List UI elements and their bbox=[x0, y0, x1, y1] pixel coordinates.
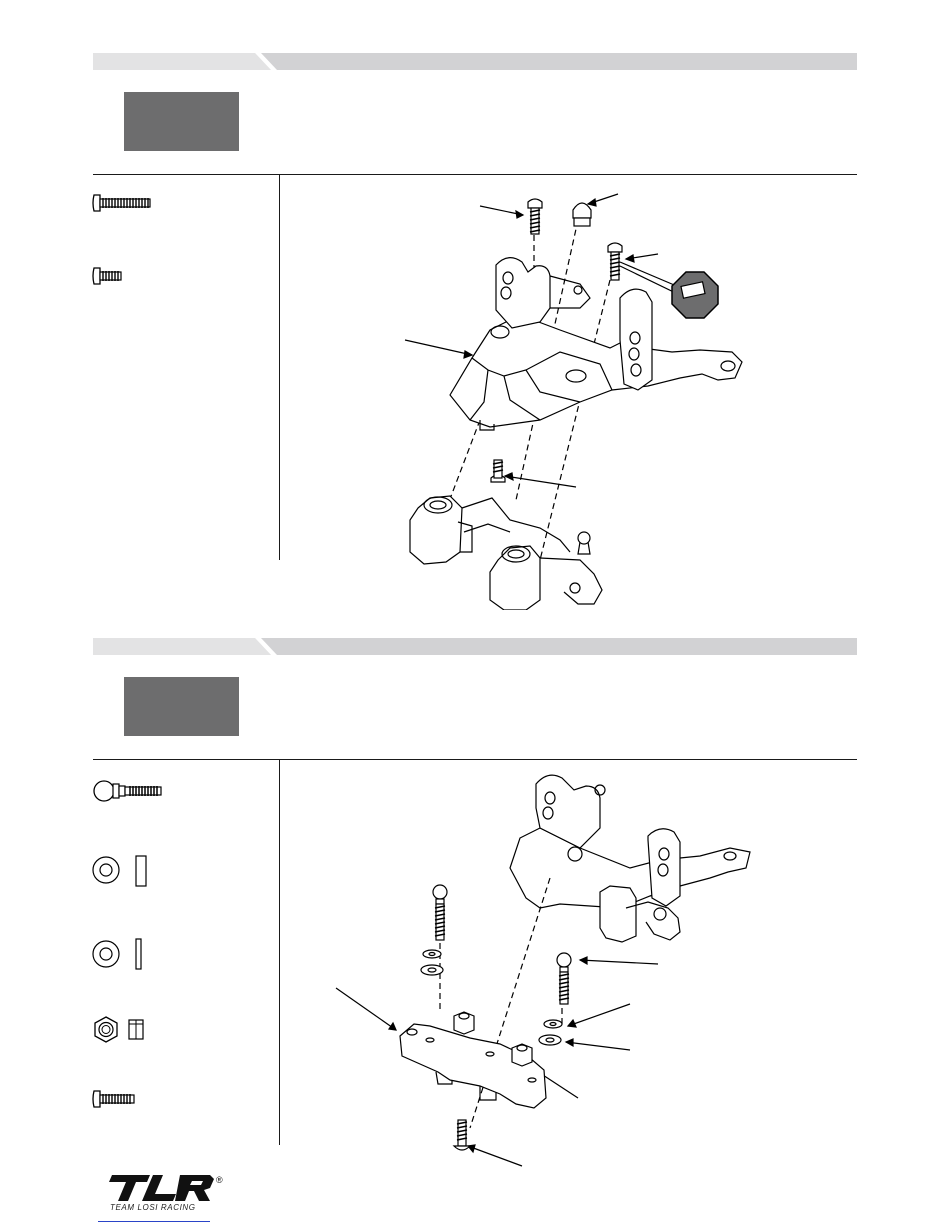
section-header-bar bbox=[93, 53, 857, 70]
hardware-column-divider bbox=[279, 175, 280, 560]
step-number-box bbox=[124, 92, 239, 151]
link-underline bbox=[98, 1221, 210, 1222]
long-button-head-screw-icon bbox=[92, 192, 154, 219]
ball-stud-icon bbox=[92, 778, 164, 809]
shock-tower-bottom-assembly-diagram bbox=[330, 768, 770, 1183]
section-header-bar bbox=[93, 638, 857, 655]
logo-subtitle: TEAM LOSI RACING bbox=[110, 1203, 196, 1212]
registered-mark: ® bbox=[216, 1175, 223, 1185]
thick-washer-icon bbox=[92, 852, 152, 893]
lock-nut-icon bbox=[92, 1015, 152, 1050]
thin-washer-icon bbox=[92, 936, 152, 977]
section-divider bbox=[93, 174, 857, 175]
shock-tower-assembly-diagram bbox=[380, 180, 760, 615]
section-divider bbox=[93, 759, 857, 760]
button-head-screw-icon bbox=[92, 1088, 138, 1115]
step-number-box bbox=[124, 677, 239, 736]
tlr-logo bbox=[106, 1173, 226, 1219]
short-button-head-screw-icon bbox=[92, 265, 124, 292]
hardware-column-divider bbox=[279, 760, 280, 1145]
